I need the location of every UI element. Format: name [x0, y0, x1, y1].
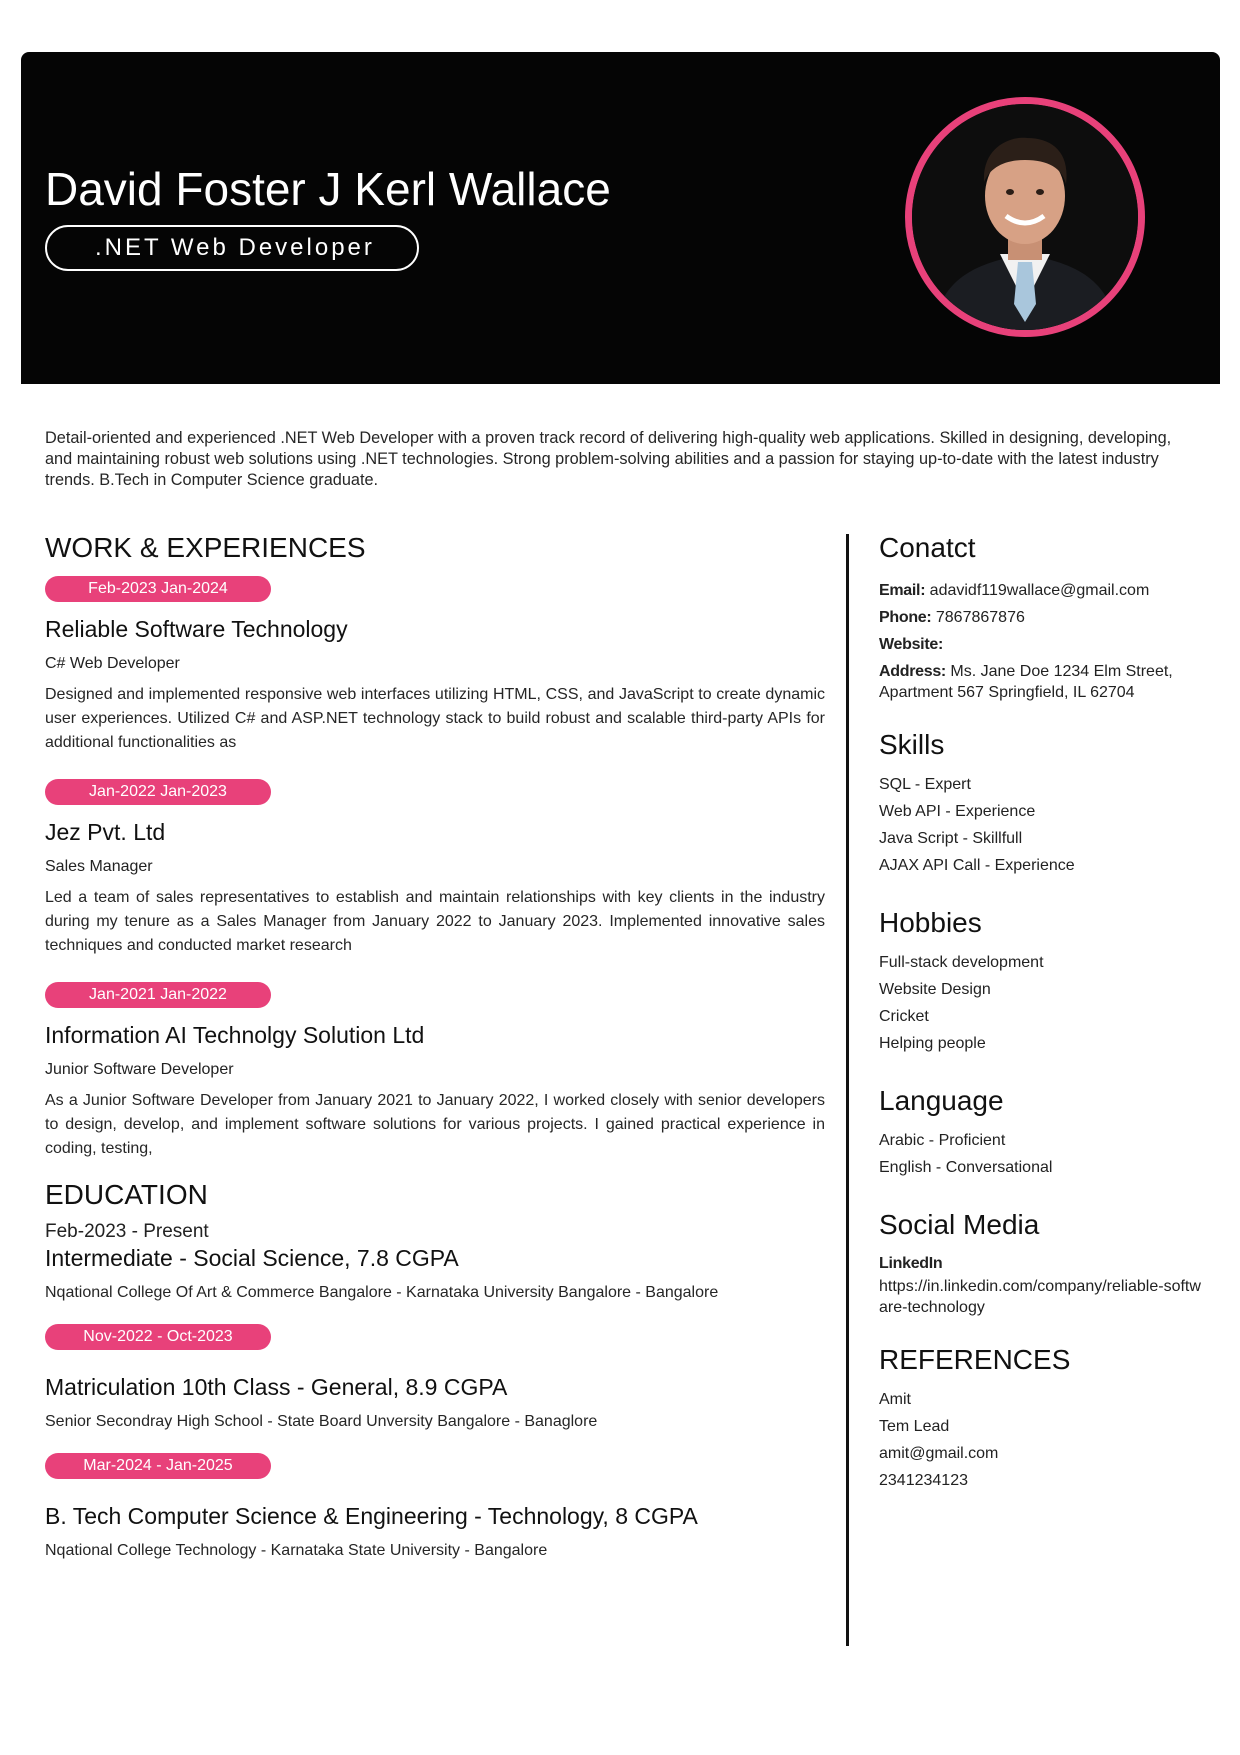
- email-label: Email:: [879, 582, 926, 599]
- linkedin-link[interactable]: https://in.linkedin.com/company/reliable-software-technology: [879, 1278, 1201, 1316]
- contact-website: [879, 634, 1209, 655]
- phone-label: Phone:: [879, 609, 932, 626]
- hobby-item: Full-stack development: [879, 954, 1044, 971]
- job-entry: [45, 576, 825, 755]
- education-dates-badge: Nov-2022 - Oct-2023: [45, 1324, 271, 1350]
- language-section-title: Language: [879, 1085, 1004, 1116]
- candidate-name: David Foster J Kerl Wallace: [45, 163, 611, 215]
- hobby-item: Cricket: [879, 1008, 929, 1025]
- education-entry: [45, 1324, 825, 1431]
- phone-value[interactable]: 7867867876: [935, 609, 1025, 626]
- references-list: [879, 1386, 1209, 1494]
- hobby-item: Website Design: [879, 981, 991, 998]
- education-school: Senior Secondray High School - State Board Unversity Bangalore - Banaglore: [45, 1413, 598, 1430]
- skill-item: Java Script - Skillfull: [879, 830, 1023, 847]
- education-school: Nqational College Of Art & Commerce Bangalore - Karnataka University Bangalore - Bangalore: [45, 1284, 719, 1301]
- skill-item: AJAX API Call - Experience: [879, 857, 1075, 874]
- resume-header: [21, 52, 1220, 384]
- job-company: Reliable Software Technology: [45, 616, 348, 642]
- work-section-title: WORK & EXPERIENCES: [45, 532, 366, 563]
- contact-email: [879, 580, 1209, 601]
- column-divider: [846, 534, 849, 1646]
- contact-list: [879, 580, 1209, 703]
- education-school: Nqational College Technology - Karnataka State University - Bangalore: [45, 1542, 548, 1559]
- contact-address: [879, 661, 1209, 703]
- job-description: Led a team of sales representatives to establish and maintain relationships with key clients in the industry during my tenure as a Sales Manager from January 2022 to January 2023. Implemented innovative sales techniques and conducted market research: [45, 889, 825, 954]
- email-value[interactable]: adavidf119wallace@gmail.com: [929, 582, 1150, 599]
- address-value: Ms. Jane Doe 1234 Elm Street, Apartment 567 Springfield, IL 62704: [879, 663, 1173, 701]
- linkedin-label: LinkedIn: [879, 1255, 943, 1272]
- job-description: As a Junior Software Developer from January 2021 to January 2022, I worked closely with senior developers to design, develop, and implement software solutions for various projects. I gained practical experience in coding, testing,: [45, 1092, 825, 1157]
- main-column: [45, 532, 825, 1560]
- education-section-title: EDUCATION: [45, 1179, 208, 1210]
- skill-item: SQL - Expert: [879, 776, 971, 793]
- education-dates: Feb-2023 - Present: [45, 1221, 209, 1242]
- hobby-item: Helping people: [879, 1035, 986, 1052]
- social-list: [879, 1253, 1209, 1318]
- reference-email[interactable]: amit@gmail.com: [879, 1445, 999, 1462]
- reference-phone[interactable]: 2341234123: [879, 1472, 968, 1489]
- reference-role: Tem Lead: [879, 1418, 950, 1435]
- job-entry: [45, 982, 825, 1161]
- profile-summary: Detail-oriented and experienced .NET Web Developer with a proven track record of delivering high-quality web applications. Skilled in designing, developing, and maintaining robust web solutions using .NET technologies. Strong problem-solving abilities and a passion for staying up-to-date with the latest industry trends. B.Tech in Computer Science graduate.: [45, 429, 1172, 489]
- sidebar-column: [879, 532, 1209, 1494]
- job-title-badge: .NET Web Developer: [45, 225, 419, 271]
- language-list: [879, 1127, 1209, 1181]
- website-label: Website:: [879, 636, 943, 653]
- job-role: Sales Manager: [45, 858, 153, 875]
- address-label: Address:: [879, 663, 946, 680]
- education-entry: [45, 1453, 825, 1560]
- language-item: English - Conversational: [879, 1159, 1053, 1176]
- education-entry: [45, 1221, 825, 1302]
- contact-section-title: Conatct: [879, 532, 976, 563]
- job-entry: [45, 779, 825, 958]
- profile-photo: [905, 97, 1145, 337]
- language-item: Arabic - Proficient: [879, 1132, 1006, 1149]
- job-company: Jez Pvt. Ltd: [45, 819, 166, 845]
- education-degree: B. Tech Computer Science & Engineering - Technology, 8 CGPA: [45, 1503, 698, 1529]
- education-dates-badge: Mar-2024 - Jan-2025: [45, 1453, 271, 1479]
- job-dates-badge: Jan-2021 Jan-2022: [45, 982, 271, 1008]
- reference-name: Amit: [879, 1391, 911, 1408]
- skills-list: [879, 771, 1209, 879]
- references-section-title: REFERENCES: [879, 1344, 1071, 1375]
- skills-section-title: Skills: [879, 729, 945, 760]
- job-company: Information AI Technolgy Solution Ltd: [45, 1022, 425, 1048]
- job-dates-badge: Feb-2023 Jan-2024: [45, 576, 271, 602]
- education-degree: Intermediate - Social Science, 7.8 CGPA: [45, 1245, 459, 1271]
- education-degree: Matriculation 10th Class - General, 8.9 CGPA: [45, 1374, 508, 1400]
- hobbies-section-title: Hobbies: [879, 907, 982, 938]
- job-description: Designed and implemented responsive web interfaces utilizing HTML, CSS, and JavaScript to create dynamic user experiences. Utilized C# and ASP.NET technology stack to build robust and scalable third-party APIs for additional functionalities as: [45, 686, 825, 751]
- skill-item: Web API - Experience: [879, 803, 1036, 820]
- job-role: C# Web Developer: [45, 655, 180, 672]
- hobbies-list: [879, 949, 1209, 1057]
- social-section-title: Social Media: [879, 1209, 1040, 1240]
- contact-phone: [879, 607, 1209, 628]
- job-role: Junior Software Developer: [45, 1061, 234, 1078]
- job-dates-badge: Jan-2022 Jan-2023: [45, 779, 271, 805]
